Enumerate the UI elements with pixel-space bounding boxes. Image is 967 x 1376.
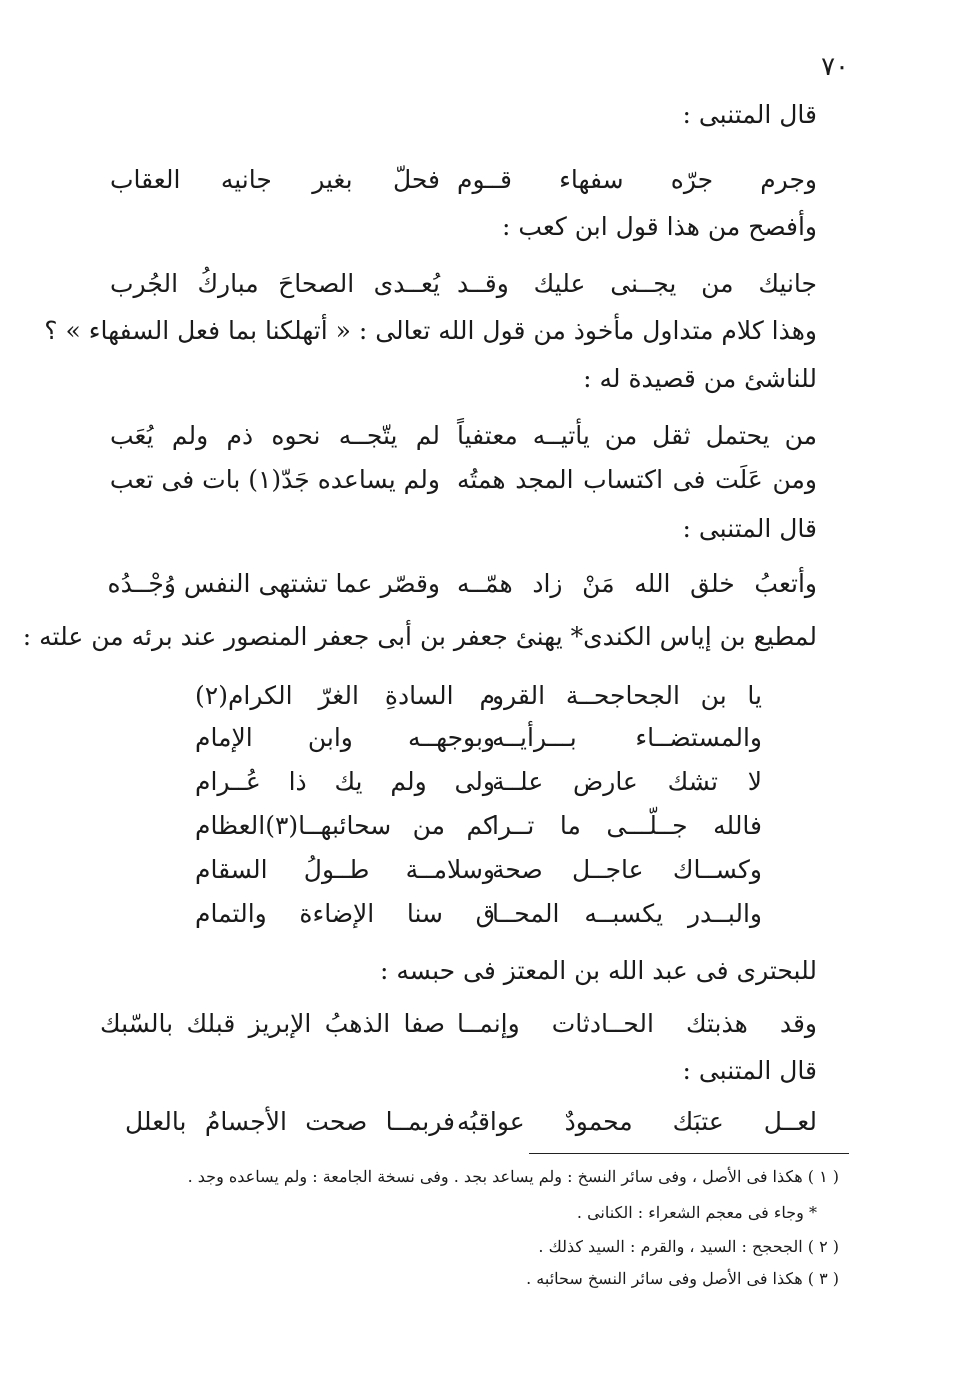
verse-hemistich-first: من يحتمل ثقل من يأتيــه معتفياً: [457, 421, 817, 450]
footnote: ( ٢ ) الجحجح : السيد ، والقرم : السيد كذلك .: [538, 1237, 839, 1256]
verse-hemistich-second: فربمــا صحت الأجسامُ بالعلل: [125, 1107, 455, 1136]
verse-hemistich-first: وأتعبُ خلق الله مَنْ زاد همّــه: [457, 569, 817, 598]
verse-hemistich-first: ومن عَلَت فى اكتساب المجد همتُه: [457, 465, 817, 494]
verse-hemistich-first: وجرم جرّه سفهاء قــوم: [457, 165, 817, 194]
verse-hemistich-first: لا تشك عارض علــة: [492, 767, 762, 796]
footnote: * وجاء فى معجم الشعراء : الكنانى .: [576, 1203, 817, 1222]
verse-line: [110, 162, 817, 198]
verse-line: [110, 266, 817, 302]
verse-hemistich-first: وكســاك عاجــل صحة: [492, 855, 762, 884]
verse-line: [195, 852, 762, 888]
verse-line: [110, 462, 817, 498]
verse-hemistich-second: يُعــدى الصحاحَ مباركُ الجُرب: [110, 269, 440, 298]
verse-line: [195, 720, 762, 756]
text-line: للناشئ من قصيدة له :: [583, 364, 817, 393]
footnote: ( ١ ) هكذا فى الأصل ، وفى سائر النسخ : ولم يساعد بجد . وفى نسخة الجامعة : ولم يساعده وجد .: [187, 1167, 839, 1186]
verse-hemistich-first: يا بن الجحاجحــة القرو: [492, 681, 762, 710]
verse-line: [100, 1006, 817, 1042]
verse-line: [195, 896, 762, 932]
verse-line: [110, 418, 817, 454]
verse-hemistich-second: ولم يساعده جَدّ(١) بات فى تعب: [109, 465, 440, 494]
verse-hemistich-second: وسلامــة طــولُ السقام: [195, 855, 495, 884]
verse-hemistich-second: فحلّ بغير جانيه العقاب: [110, 165, 440, 194]
verse-line: [195, 764, 762, 800]
text-line: للبحترى فى عبد الله بن المعتز فى حبسه :: [380, 956, 817, 985]
verse-hemistich-first: وقد هذبتك الحــادثات وإنمــا: [457, 1009, 817, 1038]
page-number: ٧٠: [821, 52, 849, 82]
verse-hemistich-first: فالله جــلّـــى ما تــرا: [492, 811, 762, 840]
text-line: وهذا كلام متداول مأخوذ من قول الله تعالى : « أتهلكنا بما فعل السفهاء » ؟: [44, 316, 817, 345]
text-line: وأفصح من هذا قول ابن كعب :: [501, 212, 817, 241]
verse-hemistich-second: م السادةِ الغرّ الكرام(٢): [195, 681, 495, 710]
text-line: قال المتنبى :: [682, 100, 817, 129]
verse-hemistich-second: ق سنا الإضاءة والتمام: [195, 899, 495, 928]
verse-line: [107, 566, 817, 602]
verse-hemistich-second: كم من سحائبهــا(٣)العظام: [195, 811, 495, 840]
text-line: قال المتنبى :: [682, 514, 817, 543]
verse-hemistich-first: والمستضــاء بـــرأيــه: [492, 723, 762, 752]
verse-hemistich-second: وقصّر عما تشتهى النفس وُجْــدُه: [107, 569, 440, 598]
verse-hemistich-first: جانيك من يجــنى عليك وقــد: [457, 269, 817, 298]
text-line: لمطيع بن إياس الكندى* يهنئ جعفر بن أبى جعفر المنصور عند برئه من علته :: [22, 622, 817, 651]
footnote: ( ٣ ) هكذا فى الأصل وفى سائر النسخ سحائبه .: [526, 1269, 839, 1288]
footnote-separator: [529, 1153, 849, 1154]
text-line: قال المتنبى :: [682, 1056, 817, 1085]
verse-line: [195, 808, 762, 844]
verse-hemistich-second: صفا الذهبُ الإبريز قبلك بالسّبك: [100, 1009, 445, 1038]
verse-hemistich-first: لعــل عتبَك محمودٌ عواقبُه: [457, 1107, 817, 1136]
verse-hemistich-second: وبوجهــه وابن الإمام: [195, 723, 495, 752]
verse-line: [125, 1104, 817, 1140]
verse-line: [195, 678, 762, 714]
verse-hemistich-first: والبــدر يكسبــه المحــا: [492, 899, 762, 928]
verse-hemistich-second: ولى ولم يك ذا عُــرام: [195, 767, 495, 796]
verse-hemistich-second: لم يتّجــه نحوه ذم ولم يُعَب: [110, 421, 440, 450]
